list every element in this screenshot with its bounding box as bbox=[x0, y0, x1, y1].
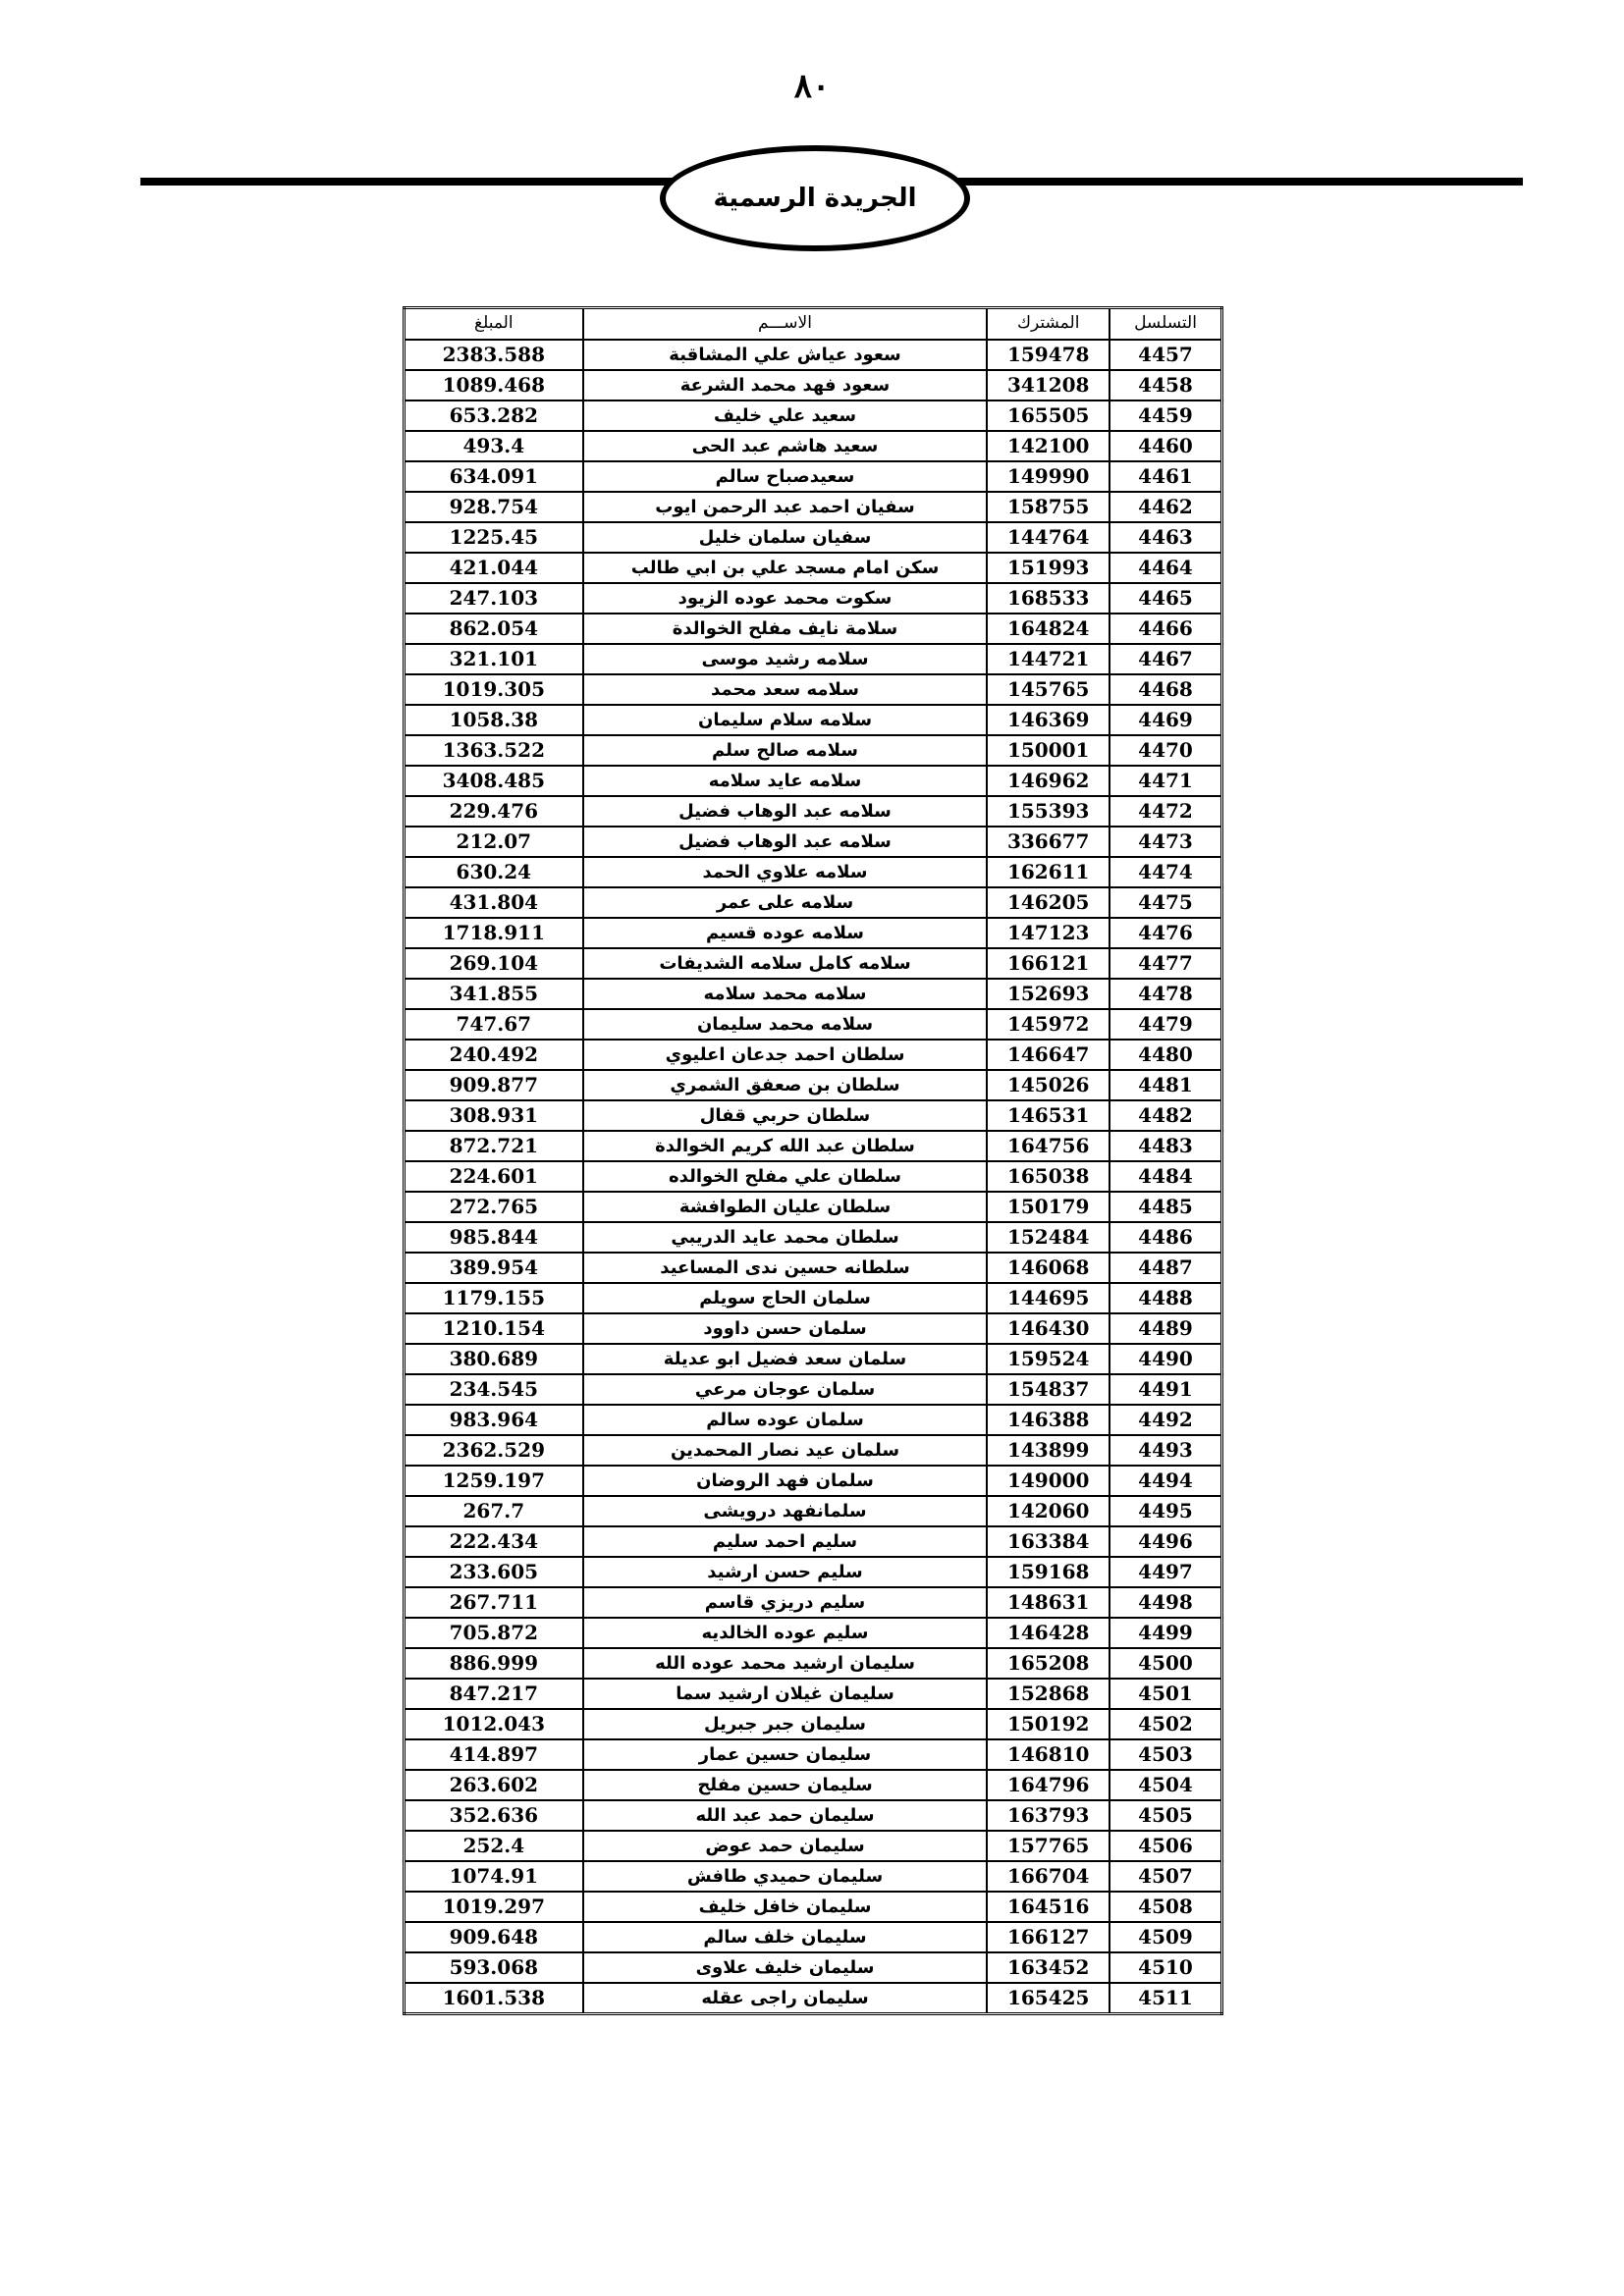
cell-name: سليم حسن ارشيد bbox=[583, 1557, 988, 1587]
cell-serial: 4467 bbox=[1110, 644, 1221, 674]
cell-amount: 909.877 bbox=[405, 1070, 583, 1100]
cell-serial: 4476 bbox=[1110, 918, 1221, 948]
cell-serial: 4470 bbox=[1110, 735, 1221, 766]
table-row bbox=[405, 1892, 1222, 1922]
table-row bbox=[405, 1831, 1222, 1861]
cell-name: سلامه علاوي الحمد bbox=[583, 857, 988, 887]
table-row bbox=[405, 1313, 1222, 1344]
cell-amount: 2362.529 bbox=[405, 1435, 583, 1466]
cell-subscriber: 165505 bbox=[987, 400, 1110, 431]
cell-serial: 4463 bbox=[1110, 522, 1221, 553]
table-row bbox=[405, 1222, 1222, 1253]
table-row bbox=[405, 370, 1222, 400]
cell-amount: 234.545 bbox=[405, 1374, 583, 1405]
cell-subscriber: 146428 bbox=[987, 1618, 1110, 1648]
cell-serial: 4484 bbox=[1110, 1161, 1221, 1192]
cell-subscriber: 163384 bbox=[987, 1526, 1110, 1557]
cell-amount: 928.754 bbox=[405, 492, 583, 522]
cell-serial: 4502 bbox=[1110, 1709, 1221, 1739]
cell-subscriber: 165425 bbox=[987, 1983, 1110, 2014]
cell-amount: 267.711 bbox=[405, 1587, 583, 1618]
cell-amount: 593.068 bbox=[405, 1952, 583, 1983]
cell-serial: 4500 bbox=[1110, 1648, 1221, 1679]
cell-amount: 389.954 bbox=[405, 1253, 583, 1283]
table-row bbox=[405, 1861, 1222, 1892]
cell-serial: 4472 bbox=[1110, 796, 1221, 827]
cell-name: سليمان جبر جبريل bbox=[583, 1709, 988, 1739]
table-row bbox=[405, 461, 1222, 492]
table-row bbox=[405, 340, 1222, 370]
table-row bbox=[405, 1618, 1222, 1648]
table-row bbox=[405, 1466, 1222, 1496]
cell-name: سليمان حسين مفلح bbox=[583, 1770, 988, 1800]
cell-serial: 4509 bbox=[1110, 1922, 1221, 1952]
cell-subscriber: 157765 bbox=[987, 1831, 1110, 1861]
cell-amount: 267.7 bbox=[405, 1496, 583, 1526]
table-row bbox=[405, 1100, 1222, 1131]
cell-subscriber: 154837 bbox=[987, 1374, 1110, 1405]
cell-subscriber: 166121 bbox=[987, 948, 1110, 979]
cell-serial: 4469 bbox=[1110, 705, 1221, 735]
cell-serial: 4471 bbox=[1110, 766, 1221, 796]
cell-amount: 1089.468 bbox=[405, 370, 583, 400]
cell-name: سليمان حمد عبد الله bbox=[583, 1800, 988, 1831]
cell-name: سلامه صالح سلم bbox=[583, 735, 988, 766]
cell-amount: 431.804 bbox=[405, 887, 583, 918]
cell-name: سلامه سعد محمد bbox=[583, 674, 988, 705]
cell-name: سفيان سلمان خليل bbox=[583, 522, 988, 553]
cell-name: سلامه محمد سلامه bbox=[583, 979, 988, 1009]
table-row bbox=[405, 1374, 1222, 1405]
cell-amount: 308.931 bbox=[405, 1100, 583, 1131]
cell-subscriber: 144695 bbox=[987, 1283, 1110, 1313]
cell-subscriber: 146810 bbox=[987, 1739, 1110, 1770]
cell-amount: 886.999 bbox=[405, 1648, 583, 1679]
table-row bbox=[405, 674, 1222, 705]
cell-amount: 847.217 bbox=[405, 1679, 583, 1709]
cell-subscriber: 142100 bbox=[987, 431, 1110, 461]
cell-subscriber: 164756 bbox=[987, 1131, 1110, 1161]
table-row bbox=[405, 705, 1222, 735]
cell-subscriber: 149000 bbox=[987, 1466, 1110, 1496]
cell-amount: 1019.305 bbox=[405, 674, 583, 705]
cell-name: سلطان علي مفلح الخوالده bbox=[583, 1161, 988, 1192]
cell-subscriber: 146068 bbox=[987, 1253, 1110, 1283]
cell-subscriber: 159478 bbox=[987, 340, 1110, 370]
cell-name: سلطانه حسين ندى المساعيد bbox=[583, 1253, 988, 1283]
table-row bbox=[405, 1131, 1222, 1161]
cell-name: سليمان حسين عمار bbox=[583, 1739, 988, 1770]
cell-serial: 4457 bbox=[1110, 340, 1221, 370]
cell-amount: 252.4 bbox=[405, 1831, 583, 1861]
cell-subscriber: 150179 bbox=[987, 1192, 1110, 1222]
cell-amount: 983.964 bbox=[405, 1405, 583, 1435]
cell-serial: 4503 bbox=[1110, 1739, 1221, 1770]
cell-amount: 222.434 bbox=[405, 1526, 583, 1557]
cell-name: سلطان بن صعفق الشمري bbox=[583, 1070, 988, 1100]
cell-serial: 4490 bbox=[1110, 1344, 1221, 1374]
cell-subscriber: 143899 bbox=[987, 1435, 1110, 1466]
cell-subscriber: 152484 bbox=[987, 1222, 1110, 1253]
cell-subscriber: 145765 bbox=[987, 674, 1110, 705]
cell-serial: 4479 bbox=[1110, 1009, 1221, 1040]
cell-serial: 4494 bbox=[1110, 1466, 1221, 1496]
cell-subscriber: 146369 bbox=[987, 705, 1110, 735]
cell-name: سليم دريزي قاسم bbox=[583, 1587, 988, 1618]
table-row bbox=[405, 1983, 1222, 2014]
table-row bbox=[405, 614, 1222, 644]
cell-name: سليمان غيلان ارشيد سما bbox=[583, 1679, 988, 1709]
table-row bbox=[405, 400, 1222, 431]
cell-serial: 4506 bbox=[1110, 1831, 1221, 1861]
cell-name: سلامه عايد سلامه bbox=[583, 766, 988, 796]
table-row bbox=[405, 431, 1222, 461]
cell-serial: 4510 bbox=[1110, 1952, 1221, 1983]
cell-name: سعيد هاشم عبد الحى bbox=[583, 431, 988, 461]
cell-name: سفيان احمد عبد الرحمن ايوب bbox=[583, 492, 988, 522]
cell-name: سليم عوده الخالديه bbox=[583, 1618, 988, 1648]
cell-amount: 352.636 bbox=[405, 1800, 583, 1831]
cell-serial: 4482 bbox=[1110, 1100, 1221, 1131]
cell-subscriber: 150192 bbox=[987, 1709, 1110, 1739]
cell-name: سلطان حربي قفال bbox=[583, 1100, 988, 1131]
cell-serial: 4465 bbox=[1110, 583, 1221, 614]
cell-amount: 630.24 bbox=[405, 857, 583, 887]
cell-name: سلمان الحاج سويلم bbox=[583, 1283, 988, 1313]
table-row bbox=[405, 1253, 1222, 1283]
cell-serial: 4499 bbox=[1110, 1618, 1221, 1648]
cell-subscriber: 166127 bbox=[987, 1922, 1110, 1952]
cell-subscriber: 146962 bbox=[987, 766, 1110, 796]
table-header-row bbox=[405, 308, 1222, 340]
cell-amount: 1601.538 bbox=[405, 1983, 583, 2014]
cell-subscriber: 158755 bbox=[987, 492, 1110, 522]
table-row bbox=[405, 1526, 1222, 1557]
cell-subscriber: 144721 bbox=[987, 644, 1110, 674]
cell-subscriber: 144764 bbox=[987, 522, 1110, 553]
table-row bbox=[405, 918, 1222, 948]
cell-subscriber: 142060 bbox=[987, 1496, 1110, 1526]
cell-name: سلطان عبد الله كريم الخوالدة bbox=[583, 1131, 988, 1161]
page-number: ٨٠ bbox=[793, 67, 831, 106]
cell-subscriber: 146647 bbox=[987, 1040, 1110, 1070]
cell-amount: 985.844 bbox=[405, 1222, 583, 1253]
cell-name: سعود عياش علي المشاقبة bbox=[583, 340, 988, 370]
cell-subscriber: 336677 bbox=[987, 827, 1110, 857]
cell-amount: 1019.297 bbox=[405, 1892, 583, 1922]
cell-subscriber: 166704 bbox=[987, 1861, 1110, 1892]
cell-subscriber: 152693 bbox=[987, 979, 1110, 1009]
cell-serial: 4489 bbox=[1110, 1313, 1221, 1344]
cell-amount: 1179.155 bbox=[405, 1283, 583, 1313]
cell-serial: 4495 bbox=[1110, 1496, 1221, 1526]
cell-subscriber: 145972 bbox=[987, 1009, 1110, 1040]
table-row bbox=[405, 948, 1222, 979]
table-row bbox=[405, 1070, 1222, 1100]
cell-name: سلامه عبد الوهاب فضيل bbox=[583, 827, 988, 857]
cell-name: سلامه عبد الوهاب فضيل bbox=[583, 796, 988, 827]
cell-serial: 4466 bbox=[1110, 614, 1221, 644]
cell-subscriber: 152868 bbox=[987, 1679, 1110, 1709]
cell-serial: 4473 bbox=[1110, 827, 1221, 857]
cell-name: سليمان خلف سالم bbox=[583, 1922, 988, 1952]
table-row bbox=[405, 1587, 1222, 1618]
cell-amount: 321.101 bbox=[405, 644, 583, 674]
table-row bbox=[405, 766, 1222, 796]
cell-name: سلمان عوده سالم bbox=[583, 1405, 988, 1435]
cell-subscriber: 150001 bbox=[987, 735, 1110, 766]
cell-subscriber: 162611 bbox=[987, 857, 1110, 887]
cell-serial: 4483 bbox=[1110, 1131, 1221, 1161]
cell-amount: 3408.485 bbox=[405, 766, 583, 796]
cell-subscriber: 149990 bbox=[987, 461, 1110, 492]
table-row bbox=[405, 1800, 1222, 1831]
cell-name: سعيد علي خليف bbox=[583, 400, 988, 431]
cell-serial: 4488 bbox=[1110, 1283, 1221, 1313]
cell-name: سلامه كامل سلامه الشديفات bbox=[583, 948, 988, 979]
cell-name: سليمان حمد عوض bbox=[583, 1831, 988, 1861]
cell-serial: 4508 bbox=[1110, 1892, 1221, 1922]
cell-amount: 1363.522 bbox=[405, 735, 583, 766]
table-row bbox=[405, 827, 1222, 857]
table-row bbox=[405, 522, 1222, 553]
cell-serial: 4507 bbox=[1110, 1861, 1221, 1892]
cell-amount: 224.601 bbox=[405, 1161, 583, 1192]
cell-amount: 380.689 bbox=[405, 1344, 583, 1374]
table-row bbox=[405, 1344, 1222, 1374]
header-subscriber: المشترك bbox=[987, 308, 1110, 340]
gazette-title-oval bbox=[660, 145, 970, 251]
table-row bbox=[405, 1952, 1222, 1983]
cell-amount: 1012.043 bbox=[405, 1709, 583, 1739]
cell-subscriber: 165038 bbox=[987, 1161, 1110, 1192]
cell-amount: 1225.45 bbox=[405, 522, 583, 553]
cell-amount: 247.103 bbox=[405, 583, 583, 614]
table-row bbox=[405, 1435, 1222, 1466]
cell-serial: 4480 bbox=[1110, 1040, 1221, 1070]
cell-name: سلمان فهد الروضان bbox=[583, 1466, 988, 1496]
cell-serial: 4492 bbox=[1110, 1405, 1221, 1435]
table-row bbox=[405, 1192, 1222, 1222]
cell-name: سلمان عيد نصار المحمدين bbox=[583, 1435, 988, 1466]
cell-amount: 414.897 bbox=[405, 1739, 583, 1770]
cell-serial: 4458 bbox=[1110, 370, 1221, 400]
cell-amount: 1718.911 bbox=[405, 918, 583, 948]
cell-serial: 4491 bbox=[1110, 1374, 1221, 1405]
cell-name: سلطان احمد جدعان اعليوي bbox=[583, 1040, 988, 1070]
cell-amount: 1210.154 bbox=[405, 1313, 583, 1344]
table-row bbox=[405, 1709, 1222, 1739]
cell-subscriber: 164796 bbox=[987, 1770, 1110, 1800]
cell-serial: 4474 bbox=[1110, 857, 1221, 887]
table-row bbox=[405, 887, 1222, 918]
table-row bbox=[405, 735, 1222, 766]
cell-serial: 4497 bbox=[1110, 1557, 1221, 1587]
cell-name: سلامه على عمر bbox=[583, 887, 988, 918]
cell-serial: 4486 bbox=[1110, 1222, 1221, 1253]
cell-serial: 4493 bbox=[1110, 1435, 1221, 1466]
cell-name: سلطان محمد عايد الدريبي bbox=[583, 1222, 988, 1253]
cell-amount: 653.282 bbox=[405, 400, 583, 431]
cell-amount: 705.872 bbox=[405, 1618, 583, 1648]
cell-name: سعود فهد محمد الشرعة bbox=[583, 370, 988, 400]
cell-name: سلمانفهد درويشى bbox=[583, 1496, 988, 1526]
cell-serial: 4511 bbox=[1110, 1983, 1221, 2014]
cell-amount: 240.492 bbox=[405, 1040, 583, 1070]
table-row bbox=[405, 1739, 1222, 1770]
header-name: الاســـم bbox=[583, 308, 988, 340]
cell-amount: 421.044 bbox=[405, 553, 583, 583]
table-row bbox=[405, 1770, 1222, 1800]
cell-serial: 4478 bbox=[1110, 979, 1221, 1009]
table-row bbox=[405, 1405, 1222, 1435]
header-serial: التسلسل bbox=[1110, 308, 1221, 340]
cell-subscriber: 155393 bbox=[987, 796, 1110, 827]
cell-name: سلمان حسن داوود bbox=[583, 1313, 988, 1344]
table-row bbox=[405, 1040, 1222, 1070]
cell-subscriber: 159168 bbox=[987, 1557, 1110, 1587]
cell-amount: 263.602 bbox=[405, 1770, 583, 1800]
cell-serial: 4498 bbox=[1110, 1587, 1221, 1618]
cell-name: سلامه رشيد موسى bbox=[583, 644, 988, 674]
cell-subscriber: 146430 bbox=[987, 1313, 1110, 1344]
cell-serial: 4504 bbox=[1110, 1770, 1221, 1800]
cell-subscriber: 159524 bbox=[987, 1344, 1110, 1374]
cell-subscriber: 145026 bbox=[987, 1070, 1110, 1100]
cell-amount: 212.07 bbox=[405, 827, 583, 857]
cell-amount: 747.67 bbox=[405, 1009, 583, 1040]
cell-name: سلمان سعد فضيل ابو عديلة bbox=[583, 1344, 988, 1374]
cell-amount: 634.091 bbox=[405, 461, 583, 492]
cell-subscriber: 164516 bbox=[987, 1892, 1110, 1922]
table-row bbox=[405, 583, 1222, 614]
table-row bbox=[405, 857, 1222, 887]
cell-subscriber: 163452 bbox=[987, 1952, 1110, 1983]
cell-amount: 1058.38 bbox=[405, 705, 583, 735]
cell-serial: 4485 bbox=[1110, 1192, 1221, 1222]
cell-subscriber: 146205 bbox=[987, 887, 1110, 918]
header-amount: المبلغ bbox=[405, 308, 583, 340]
cell-amount: 229.476 bbox=[405, 796, 583, 827]
cell-subscriber: 163793 bbox=[987, 1800, 1110, 1831]
cell-amount: 1259.197 bbox=[405, 1466, 583, 1496]
cell-subscriber: 168533 bbox=[987, 583, 1110, 614]
cell-serial: 4501 bbox=[1110, 1679, 1221, 1709]
table-row bbox=[405, 1679, 1222, 1709]
cell-serial: 4462 bbox=[1110, 492, 1221, 522]
cell-amount: 909.648 bbox=[405, 1922, 583, 1952]
cell-name: سكن امام مسجد علي بن ابي طالب bbox=[583, 553, 988, 583]
cell-subscriber: 146531 bbox=[987, 1100, 1110, 1131]
cell-amount: 233.605 bbox=[405, 1557, 583, 1587]
cell-amount: 1074.91 bbox=[405, 1861, 583, 1892]
cell-subscriber: 147123 bbox=[987, 918, 1110, 948]
cell-serial: 4464 bbox=[1110, 553, 1221, 583]
cell-subscriber: 151993 bbox=[987, 553, 1110, 583]
cell-name: سعيدصباح سالم bbox=[583, 461, 988, 492]
cell-amount: 862.054 bbox=[405, 614, 583, 644]
cell-name: سلامه عوده قسيم bbox=[583, 918, 988, 948]
table-row bbox=[405, 644, 1222, 674]
table-row bbox=[405, 553, 1222, 583]
cell-name: سليم احمد سليم bbox=[583, 1526, 988, 1557]
cell-serial: 4477 bbox=[1110, 948, 1221, 979]
cell-serial: 4487 bbox=[1110, 1253, 1221, 1283]
table-row bbox=[405, 1557, 1222, 1587]
cell-amount: 872.721 bbox=[405, 1131, 583, 1161]
cell-name: سلمان عوجان مرعي bbox=[583, 1374, 988, 1405]
cell-serial: 4475 bbox=[1110, 887, 1221, 918]
cell-serial: 4481 bbox=[1110, 1070, 1221, 1100]
cell-subscriber: 164824 bbox=[987, 614, 1110, 644]
records-table bbox=[403, 306, 1223, 2015]
cell-serial: 4459 bbox=[1110, 400, 1221, 431]
cell-serial: 4505 bbox=[1110, 1800, 1221, 1831]
table-row bbox=[405, 1922, 1222, 1952]
cell-name: سليمان راجى عقله bbox=[583, 1983, 988, 2014]
cell-name: سليمان حميدي طافش bbox=[583, 1861, 988, 1892]
table-row bbox=[405, 1648, 1222, 1679]
cell-serial: 4461 bbox=[1110, 461, 1221, 492]
table-row bbox=[405, 492, 1222, 522]
cell-name: سلامه سلام سليمان bbox=[583, 705, 988, 735]
cell-name: سكوت محمد عوده الزيود bbox=[583, 583, 988, 614]
cell-name: سليمان خافل خليف bbox=[583, 1892, 988, 1922]
cell-name: سليمان خليف علاوى bbox=[583, 1952, 988, 1983]
cell-serial: 4460 bbox=[1110, 431, 1221, 461]
cell-serial: 4496 bbox=[1110, 1526, 1221, 1557]
cell-name: سلطان عليان الطوافشة bbox=[583, 1192, 988, 1222]
table-row bbox=[405, 1496, 1222, 1526]
table-row bbox=[405, 979, 1222, 1009]
table-row bbox=[405, 1009, 1222, 1040]
gazette-title: الجريدة الرسمية bbox=[713, 184, 917, 213]
cell-amount: 493.4 bbox=[405, 431, 583, 461]
table-row bbox=[405, 796, 1222, 827]
cell-subscriber: 341208 bbox=[987, 370, 1110, 400]
table-row bbox=[405, 1161, 1222, 1192]
cell-amount: 269.104 bbox=[405, 948, 583, 979]
cell-amount: 341.855 bbox=[405, 979, 583, 1009]
cell-serial: 4468 bbox=[1110, 674, 1221, 705]
cell-name: سلامة نايف مفلح الخوالدة bbox=[583, 614, 988, 644]
cell-name: سليمان ارشيد محمد عوده الله bbox=[583, 1648, 988, 1679]
cell-amount: 2383.588 bbox=[405, 340, 583, 370]
cell-subscriber: 146388 bbox=[987, 1405, 1110, 1435]
cell-name: سلامه محمد سليمان bbox=[583, 1009, 988, 1040]
cell-amount: 272.765 bbox=[405, 1192, 583, 1222]
cell-subscriber: 165208 bbox=[987, 1648, 1110, 1679]
table-row bbox=[405, 1283, 1222, 1313]
cell-subscriber: 148631 bbox=[987, 1587, 1110, 1618]
